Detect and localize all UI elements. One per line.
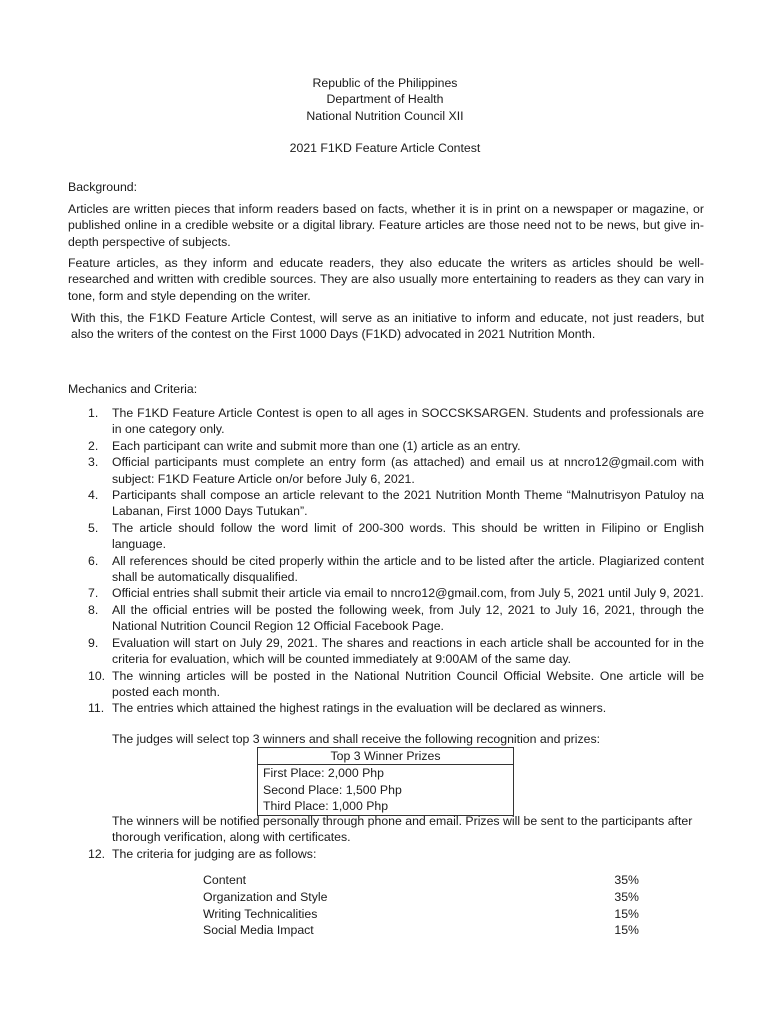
- background-heading: Background:: [68, 180, 138, 194]
- criteria-name: Social Media Impact: [203, 923, 314, 938]
- list-item-number: 11.: [88, 701, 105, 716]
- header-line-republic: Republic of the Philippines: [312, 76, 458, 90]
- list-item-text: All the official entries will be posted the following week, from July 12, 2021 to July 16, 2021, through the National Nutrition Council Region 12 Official Facebook Page.: [112, 602, 704, 634]
- list-item: [68, 405, 704, 438]
- list-item-number: 7.: [88, 586, 99, 601]
- list-item-number: 8.: [88, 602, 99, 617]
- list-item: [68, 700, 704, 716]
- prize-second-place: Second Place: 1,500 Php: [258, 782, 514, 798]
- list-item-number: 5.: [88, 520, 99, 535]
- list-item-number: 3.: [88, 455, 99, 470]
- header-line-council: National Nutrition Council XII: [306, 108, 464, 123]
- background-paragraph-2: Feature articles, as they inform and educate readers, they also educate the writers as articles should be well-researched and written with credible sources. They are also usually more entertaining to readers as they can vary in tone, form and style depending on the writer.: [68, 256, 704, 303]
- background-paragraph-3: With this, the F1KD Feature Article Contest, will serve as an initiative to inform and educate, not just readers, but also the writers of the contest on the First 1000 Days (F1KD) advocated in 2021 Nutrition Month.: [71, 311, 704, 342]
- list-item-text: The F1KD Feature Article Contest is open to all ages in SOCCSKSARGEN. Students and professionals are in one category only.: [112, 406, 704, 437]
- list-item: [68, 602, 704, 635]
- list-item: [68, 585, 704, 601]
- contest-title: 2021 F1KD Feature Article Contest: [289, 141, 481, 155]
- background-paragraph-1: Articles are written pieces that inform readers based on facts, whether it is in print on a newspaper or magazine, or published online in a credible website or a digital library. Feature articles are those need not to be news, but give in-depth perspective of subjects.: [68, 202, 704, 249]
- list-item-number: 2.: [88, 438, 99, 453]
- criteria-name: Writing Technicalities: [203, 906, 318, 921]
- list-item-number: 12.: [88, 847, 106, 861]
- criteria-percentage: 35%: [614, 889, 639, 904]
- list-item: [68, 454, 704, 487]
- criteria-percentage: 15%: [614, 923, 639, 938]
- list-item: [68, 553, 704, 586]
- mechanics-list: [68, 405, 704, 717]
- criteria-intro-text: The criteria for judging are as follows:: [112, 847, 317, 861]
- prizes-table: [257, 747, 514, 816]
- list-item-text: The entries which attained the highest ratings in the evaluation will be declared as winners.: [112, 701, 607, 716]
- criteria-list: [203, 872, 639, 939]
- list-item-text: Each participant can write and submit more than one (1) article as an entry.: [112, 438, 521, 453]
- list-item: [68, 635, 704, 668]
- list-item: [68, 520, 704, 553]
- prizes-table-header: Top 3 Winner Prizes: [258, 748, 514, 765]
- prize-third-place: Third Place: 1,000 Php: [258, 798, 514, 815]
- list-item-text: Official entries shall submit their article via email to nncro12@gmail.com, from July 5, 2021 until July 9, 2021.: [112, 586, 704, 601]
- criteria-row: [203, 872, 639, 889]
- criteria-name: Organization and Style: [203, 889, 328, 904]
- list-item: [68, 438, 704, 454]
- list-item-number: 9.: [88, 635, 99, 650]
- criteria-row: [203, 889, 639, 906]
- criteria-percentage: 35%: [614, 873, 639, 887]
- judges-selection-text: The judges will select top 3 winners and shall receive the following recognition and prizes:: [112, 732, 601, 746]
- list-item-text: Official participants must complete an entry form (as attached) and email us at nncro12@gmail.com with subject: F1KD Feature Article on/or before July 6, 2021.: [112, 455, 704, 486]
- list-item-text: All references should be cited properly within the article and to be listed after the article. Plagiarized content shall be automatically disqualified.: [112, 553, 704, 585]
- criteria-name: Content: [203, 873, 247, 887]
- criteria-row: [203, 906, 639, 923]
- mechanics-heading: Mechanics and Criteria:: [68, 382, 198, 396]
- list-item-text: The article should follow the word limit of 200-300 words. This should be written in Filipino or English language.: [112, 520, 704, 552]
- list-item: [68, 668, 704, 701]
- document-header: [0, 75, 770, 124]
- list-item-number: 6.: [88, 553, 99, 568]
- header-line-department: Department of Health: [326, 92, 444, 107]
- list-item-text: Participants shall compose an article relevant to the 2021 Nutrition Month Theme “Malnutrisyon Patuloy na Labanan, First 1000 Days Tutukan”.: [112, 488, 704, 519]
- list-item: [68, 487, 704, 520]
- winners-notification-text: The winners will be notified personally through phone and email. Prizes will be sent to the participants after thorough verification, along with certificates.: [112, 814, 693, 845]
- criteria-percentage: 15%: [614, 906, 639, 921]
- list-item-text: Evaluation will start on July 29, 2021. The shares and reactions in each article shall be accounted for in the criteria for evaluation, which will be counted immediately at 9:00AM of the same day.: [112, 635, 704, 667]
- list-item-number: 1.: [88, 406, 99, 420]
- criteria-row: [203, 922, 639, 939]
- list-item-number: 10.: [88, 668, 106, 683]
- list-item-text: The winning articles will be posted in the National Nutrition Council Official Website. One article will be posted each month.: [112, 668, 704, 699]
- prize-first-place: First Place: 2,000 Php: [258, 765, 514, 782]
- list-item-number: 4.: [88, 488, 99, 503]
